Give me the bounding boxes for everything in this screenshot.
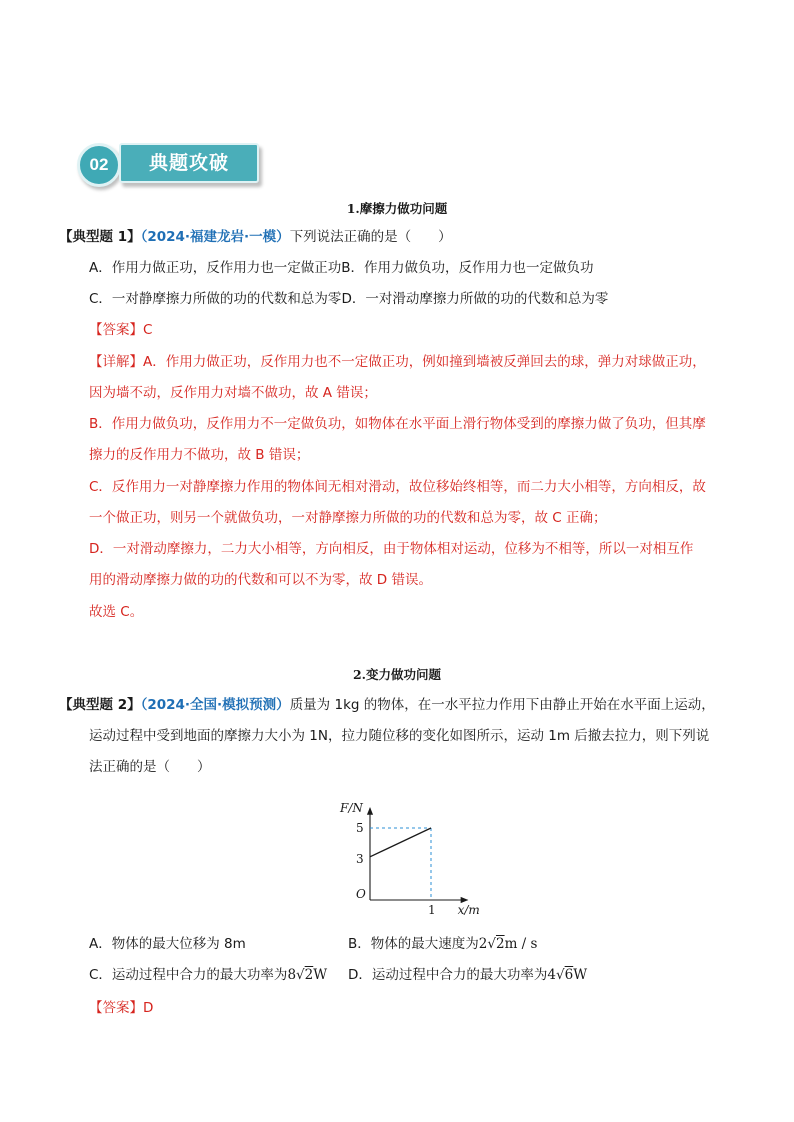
question1-analysis-line: 用的滑动摩擦力做的功的代数和可以不为零，故 D 错误。 xyxy=(89,572,432,588)
question2-stem-line2: 运动过程中受到地面的摩擦力大小为 1N，拉力随位移的变化如图所示，运动 1m 后撤去拉力，则下列说 xyxy=(89,728,710,744)
math-radicand: 2 xyxy=(495,936,505,952)
sqrt-symbol: √ xyxy=(556,967,565,983)
sqrt-symbol: √ xyxy=(487,936,496,952)
question1-text: 下列说法正确的是（ ） xyxy=(289,229,452,245)
question2-option-d-text: D．运动过程中合力的最大功率为 xyxy=(348,967,548,983)
question1-analysis-line: B．作用力做负功，反作用力不一定做负功，如物体在水平面上滑行物体受到的摩擦力做了负功，但其摩 xyxy=(89,416,706,432)
question1-answer: 【答案】C xyxy=(89,322,153,338)
question2-option-b-text: B．物体的最大速度为 xyxy=(348,936,479,952)
math-coef: 4 xyxy=(547,967,556,983)
question1-analysis-line: 擦力的反作用力不做功，故 B 错误； xyxy=(89,447,310,463)
math-unit: W xyxy=(573,967,588,983)
force-displacement-chart xyxy=(300,780,500,930)
section-number-badge: 02 xyxy=(77,143,121,187)
question1-option-c: C．一对静摩擦力所做的功的代数和总为零 xyxy=(89,291,342,307)
question1-options-row2 xyxy=(89,290,608,308)
math-radicand: 2 xyxy=(304,967,314,983)
question2-option-d xyxy=(348,966,587,984)
question1-analysis-line: C．反作用力一对静摩擦力作用的物体间无相对滑动，故位移始终相等，而二力大小相等，方向相反，故 xyxy=(89,479,706,495)
question1-analysis-line: D．一对滑动摩擦力，二力大小相等，方向相反，由于物体相对运动，位移为不相等，所以一对相互作 xyxy=(89,541,694,557)
math-unit: m / s xyxy=(504,936,538,952)
origin-label: O xyxy=(356,887,366,901)
y-tick-label-3: 3 xyxy=(356,851,364,866)
question1-analysis-line: 故选 C。 xyxy=(89,604,144,620)
question2-option-a: A．物体的最大位移为 8m xyxy=(89,936,246,952)
y-axis-label: F/N xyxy=(340,800,363,815)
x-axis-label: x/m xyxy=(457,903,480,917)
math-coef: 2 xyxy=(478,936,488,952)
question1-option-b: B．作用力做负功，反作用力也一定做负功 xyxy=(341,260,594,276)
option-d-math xyxy=(547,967,587,983)
option-c-math xyxy=(287,967,327,983)
math-unit: W xyxy=(313,967,328,983)
question2-answer: 【答案】D xyxy=(89,1000,154,1016)
question2-option-c xyxy=(89,966,327,984)
section-label-badge: 典题攻破 xyxy=(119,143,259,183)
question2-option-c-text: C．运动过程中合力的最大功率为 xyxy=(89,967,288,983)
question2-tag: 【典型题 2】 xyxy=(59,697,141,713)
section1-title: 1.摩擦力做功问题 xyxy=(346,201,448,216)
option-b-math xyxy=(479,936,538,952)
question2-source: （2024·全国·模拟预测） xyxy=(140,697,290,713)
question1-source: （2024·福建龙岩·一模） xyxy=(140,229,290,245)
question1-option-a: A．作用力做正功，反作用力也一定做正功 xyxy=(89,260,342,276)
question1-analysis-line: 一个做正功，则另一个就做负功，一对静摩擦力所做的功的代数和总为零，故 C 正确； xyxy=(89,510,607,526)
question1-option-d: D．一对滑动摩擦力所做的功的代数和总为零 xyxy=(341,291,609,307)
question1-options-row1 xyxy=(89,259,594,277)
question1-analysis-line: 因为墙不动，反作用力对墙不做功，故 A 错误； xyxy=(89,385,377,401)
question2-option-b xyxy=(348,935,537,953)
sqrt-symbol: √ xyxy=(296,967,305,983)
question1-stem xyxy=(59,228,452,246)
math-radicand: 6 xyxy=(564,967,574,983)
question1-analysis-line: 【详解】A．作用力做正功，反作用力也不一定做正功，例如撞到墙被反弹回去的球，弹力对球做正功， xyxy=(89,354,706,370)
question2-stem-line1 xyxy=(59,696,715,714)
section2-title: 2.变力做功问题 xyxy=(352,667,442,682)
question2-text: 质量为 1kg 的物体，在一水平拉力作用下由静止开始在水平面上运动， xyxy=(289,697,715,713)
x-tick-label-1: 1 xyxy=(428,903,436,917)
math-coef: 8 xyxy=(287,967,297,983)
question2-stem-line3: 法正确的是（ ） xyxy=(89,759,211,775)
y-tick-label-5: 5 xyxy=(356,821,364,835)
force-line-series xyxy=(370,828,431,857)
question1-tag: 【典型题 1】 xyxy=(59,229,141,245)
